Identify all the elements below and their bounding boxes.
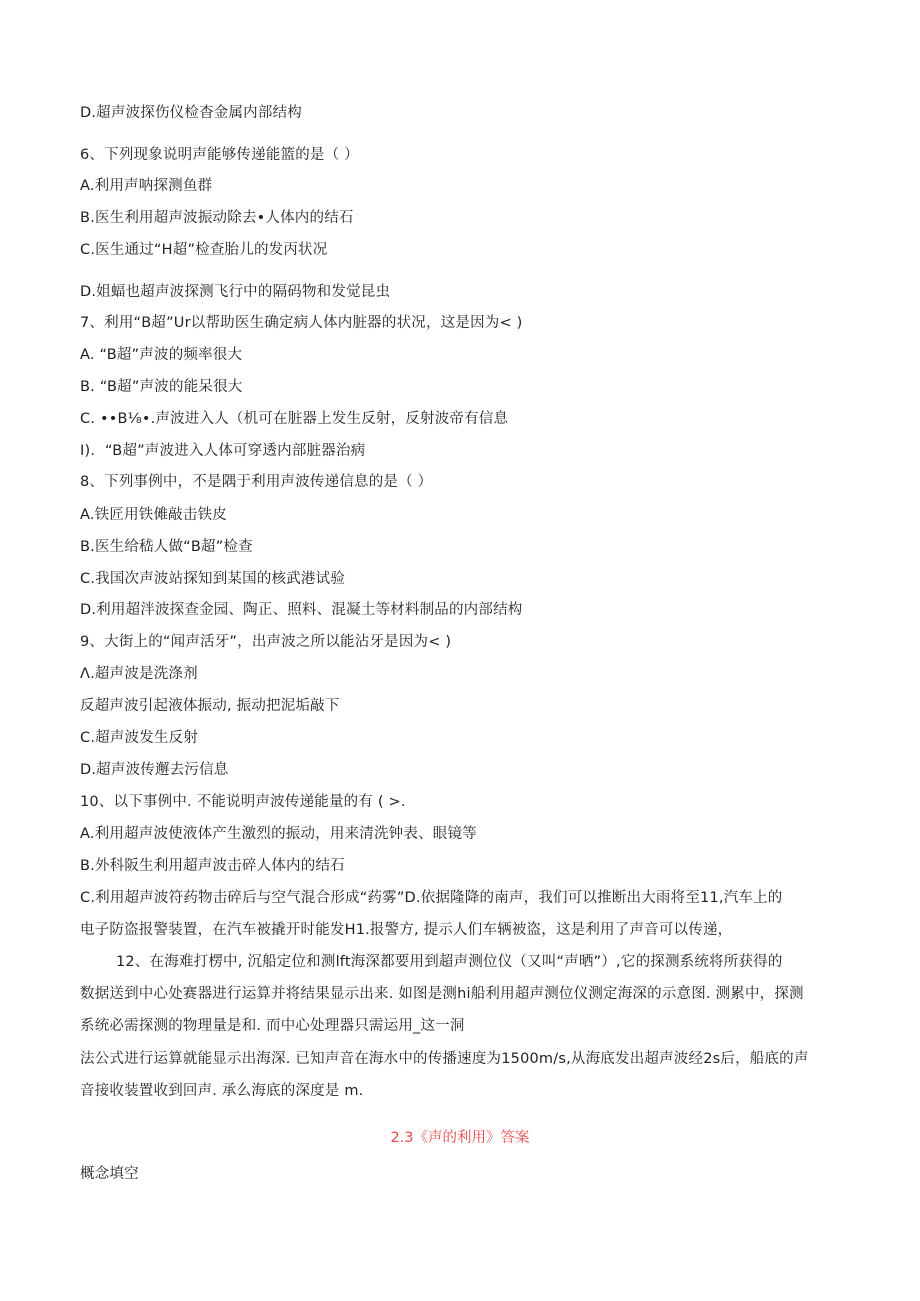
option-7b: B. “B超”声波的能呆很大 (80, 379, 243, 395)
option-6b: B.医生利用超声波振动除去•人体内的结石 (80, 210, 354, 226)
option-6c: C.医生通过“H超”检查胎儿的发丙状况 (80, 242, 328, 258)
option-8d: D.利用超泮波探查金园、陶正、照料、混凝土等材料制品的内部结构 (80, 602, 523, 618)
question-12: 12、在海难打楞中, 沉船定位和测lft海深都要用到超声测位仪（又叫“声晒”）,它的探测系统将所获得的 (116, 954, 783, 970)
option-7a: A. “B超”声波的频率很大 (80, 347, 243, 363)
option-10b: B.外科阪生利用超声波击碎人体内的结石 (80, 858, 345, 874)
option-7c: C. ••B⅛•.声波进入人（机可在脏器上发生反射，反射波帝有信息 (80, 411, 509, 427)
option-6a: A.利用声呐探测鱼群 (80, 178, 213, 194)
question-11-line: 电子防盗报警装置，在汽车被撬开时能发H1.报警方, 提示人们车辆被盗，这是利用了声音可以传递， (80, 922, 733, 938)
option-9b: 反超声波引起液体振动, 振动把泥垢敲下 (80, 698, 340, 714)
option-10c: C.利用超声波符药物击碎后与空气混合形成“药雾”D.依据隆降的南声，我们可以推断出大雨将至11,汽车上的 (80, 890, 783, 906)
question-6: 6、下列现象说明声能够传递能篮的是（ ） (80, 147, 359, 163)
option-8b: B.医生给嵇人做“B超”检查 (80, 539, 253, 555)
question-8: 8、下列事例中，不是隅于利用声波传递信息的是（ ） (80, 474, 433, 490)
option-9c: C.超声波发生反射 (80, 730, 199, 746)
option-9a: Λ.超声波是洗涤剂 (80, 666, 198, 682)
option-6d: D.姐蝠也超声波探测飞行中的隔码物和发觉昆虫 (80, 284, 391, 300)
question-9: 9、大街上的“闻声活牙”，出声波之所以能沾牙是因为< ) (80, 634, 452, 650)
option-5d: D.超声波探伤仪检杳金属内部结构 (80, 105, 302, 121)
question-12-line-2: 数据送到中心处赛器进行运算并将结果显示出来. 如图是测hi船利用超声测位仪测定海深的示意图. 测累中，探测 (80, 986, 804, 1002)
option-8a: A.铁匠用铁傩敲击铁皮 (80, 507, 227, 523)
answer-title: 2.3《声的利用》答案 (390, 1130, 530, 1146)
question-10: 10、以下事例中. 不能说明声波传递能量的有 ( >. (80, 794, 406, 810)
option-9d: D.超声波传邂去污信息 (80, 762, 229, 778)
option-8c: C.我国次声波站探知到某国的核武港试验 (80, 571, 346, 587)
option-7d: I)．“B超”声波进入人体可穿透内部脏器治病 (80, 443, 366, 459)
question-12-line-5: 音接收装置收到回声. 承么海底的深度是 m. (80, 1083, 364, 1099)
option-10a: A.利用超声波使液体产生激烈的振动，用来清洗钟表、眼镜等 (80, 826, 477, 842)
question-7: 7、利用“B超”Ur以帮助医生确定病人体内脏器的状况，这是因为< ) (80, 315, 523, 331)
question-12-line-3: 系统必需探测的物理量是和. 而中心处理器只需运用_这一洞 (80, 1018, 465, 1034)
question-12-line-4: 法公式进行运算就能显示出海深. 已知声音在海水中的传播速度为1500m/s,从海底发出超声波经2s后，船底的声 (80, 1051, 809, 1067)
section-label: 概念填空 (80, 1166, 139, 1182)
